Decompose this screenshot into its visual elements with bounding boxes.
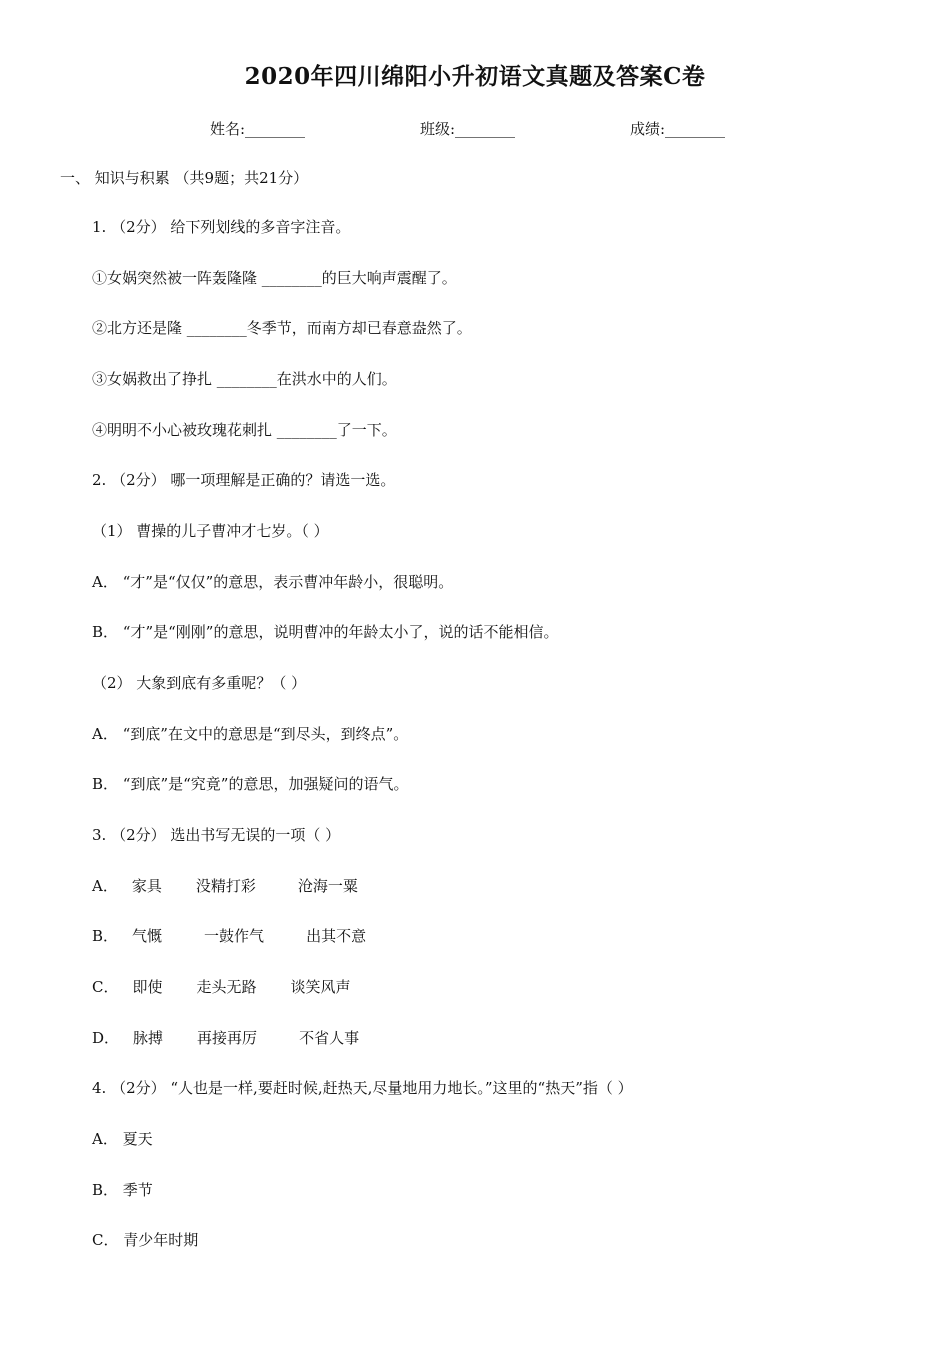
option-word-2: 没精打彩 — [195, 877, 256, 895]
q2-sub1-option-b: B． “才”是“刚刚”的意思，说明曹冲的年龄太小了，说的话不能相信。 — [92, 623, 559, 641]
q3-option-c — [92, 977, 351, 997]
page-title: 2020年四川绵阳小升初语文真题及答案C卷 — [244, 63, 706, 90]
option-word-1: 家具 — [131, 877, 162, 895]
q3-option-b — [92, 926, 366, 946]
q4-option-c: C． 青少年时期 — [92, 1231, 199, 1249]
option-word-1: 气慨 — [132, 927, 163, 945]
q3-stem: 3. （2分） 选出书写无误的一项（ ） — [92, 826, 341, 844]
option-label: B． — [92, 927, 119, 945]
option-word-1: 即使 — [132, 978, 163, 996]
q1-item-2: ②北方还是隆 ________冬季节，而南方却已春意盎然了。 — [92, 319, 472, 337]
q2-stem: 2. （2分） 哪一项理解是正确的？请选一选。 — [92, 471, 396, 489]
q4-option-a: A． 夏天 — [92, 1130, 153, 1148]
option-word-3: 出其不意 — [306, 927, 367, 945]
option-word-3: 不省人事 — [299, 1029, 360, 1047]
q2-sub1-option-a: A． “才”是“仅仅”的意思，表示曹冲年龄小，很聪明。 — [92, 573, 454, 591]
option-word-1: 脉搏 — [133, 1029, 164, 1047]
option-label: A． — [92, 877, 118, 895]
option-word-3: 谈笑风声 — [290, 978, 351, 996]
score-field: 成绩:________ — [630, 120, 726, 138]
class-field: 班级:________ — [420, 120, 516, 138]
q2-sub2-option-a: A． “到底”在文中的意思是“到尽头，到终点”。 — [92, 725, 409, 743]
q2-sub2-stem: （2） 大象到底有多重呢？（ ） — [92, 674, 307, 692]
option-label: D． — [92, 1029, 120, 1047]
q3-option-a — [92, 876, 358, 896]
q2-sub2-option-b: B． “到底”是“究竟”的意思，加强疑问的语气。 — [92, 775, 409, 793]
option-word-3: 沧海一粟 — [297, 877, 358, 895]
q1-item-1: ①女娲突然被一阵轰隆隆 ________的巨大响声震醒了。 — [92, 269, 457, 287]
section-heading: 一、 知识与积累 （共9题；共21分） — [60, 169, 309, 187]
q1-item-3: ③女娲救出了挣扎 ________在洪水中的人们。 — [92, 370, 397, 388]
q1-stem: 1. （2分） 给下列划线的多音字注音。 — [92, 218, 351, 236]
q1-item-4: ④明明不小心被玫瑰花刺扎 ________了一下。 — [92, 421, 397, 439]
option-word-2: 一鼓作气 — [204, 927, 265, 945]
q4-stem: 4. （2分） “人也是一样,要赶时候,赶热天,尽量地用力地长。”这里的“热天”指（ ） — [92, 1079, 633, 1097]
q2-sub1-stem: （1） 曹操的儿子曹冲才七岁。（ ） — [92, 522, 329, 540]
option-word-2: 走头无路 — [196, 978, 257, 996]
q3-option-d — [92, 1028, 359, 1048]
name-field: 姓名:________ — [210, 120, 306, 138]
q4-option-b: B． 季节 — [92, 1181, 153, 1199]
option-word-2: 再接再厉 — [197, 1029, 258, 1047]
option-label: C． — [92, 978, 119, 996]
